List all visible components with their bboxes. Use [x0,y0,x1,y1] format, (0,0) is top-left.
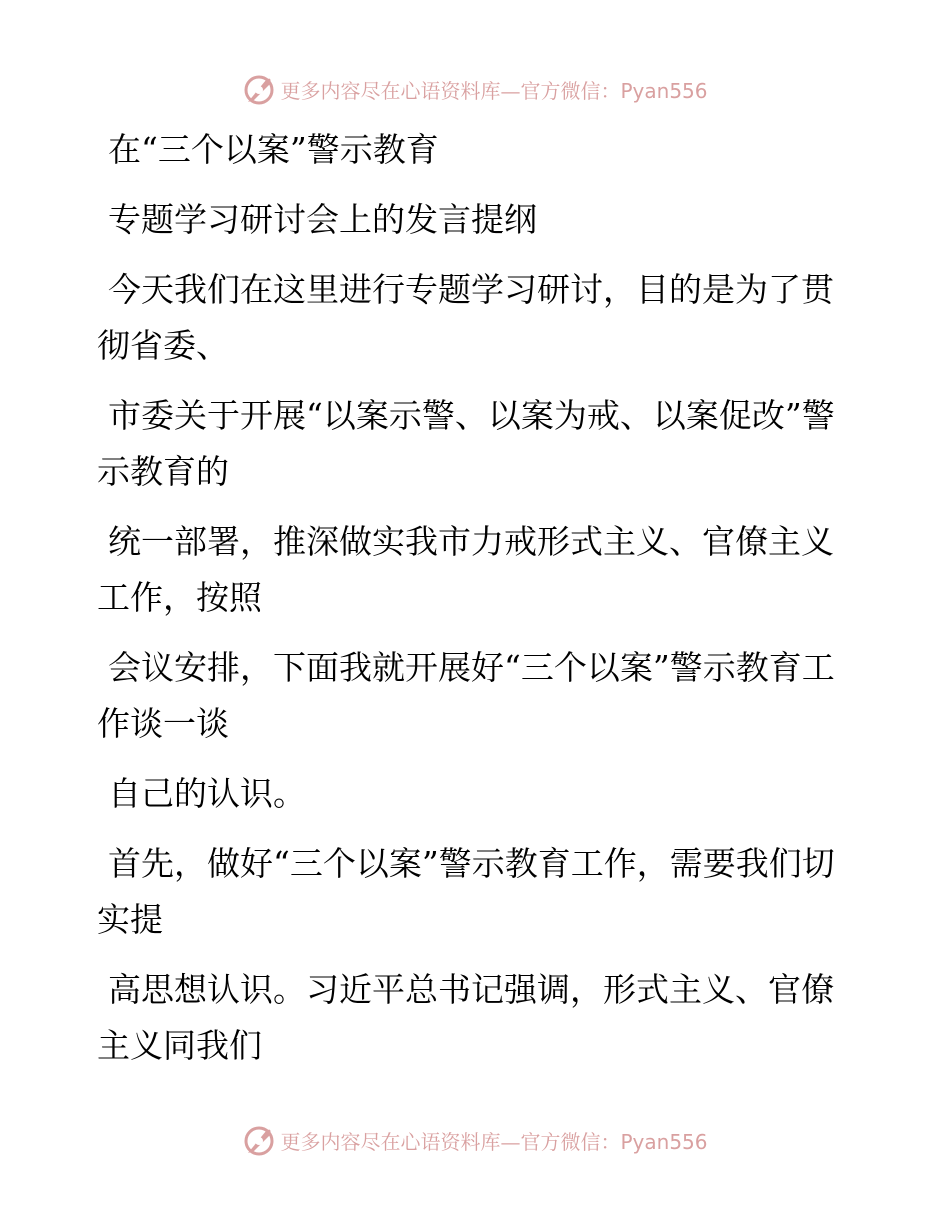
header-watermark [0,69,950,109]
watermark-handle: Pyan556 [620,1129,708,1154]
paragraph: 自己的认识。 [108,774,306,813]
paragraph-title-line-2: 专题学习研讨会上的发言提纲 [108,200,537,239]
feather-circle-logo-icon [242,72,276,106]
paragraph-title-line-1: 在“三个以案”警示教育 [108,130,439,169]
paragraph: 市委关于开展“以案示警、以案为戒、以案促改”警示教育的 [97,396,835,491]
paragraph: 今天我们在这里进行专题学习研讨，目的是为了贯彻省委、 [97,270,834,365]
paragraph: 高思想认识。习近平总书记强调，形式主义、官僚主义同我们 [97,970,834,1065]
document-body [97,122,837,1088]
paragraph: 首先，做好“三个以案”警示教育工作，需要我们切实提 [97,844,835,939]
footer-watermark [0,1120,950,1160]
watermark-caption: 更多内容尽在心语资料库—官方微信： [280,1129,621,1154]
watermark-text [280,75,707,104]
paragraph: 统一部署，推深做实我市力戒形式主义、官僚主义工作，按照 [97,522,834,617]
feather-circle-logo-icon [242,1123,276,1157]
watermark-text [280,1126,707,1155]
paragraph: 会议安排，下面我就开展好“三个以案”警示教育工作谈一谈 [97,648,835,743]
watermark-handle: Pyan556 [620,78,708,103]
watermark-caption: 更多内容尽在心语资料库—官方微信： [280,78,621,103]
